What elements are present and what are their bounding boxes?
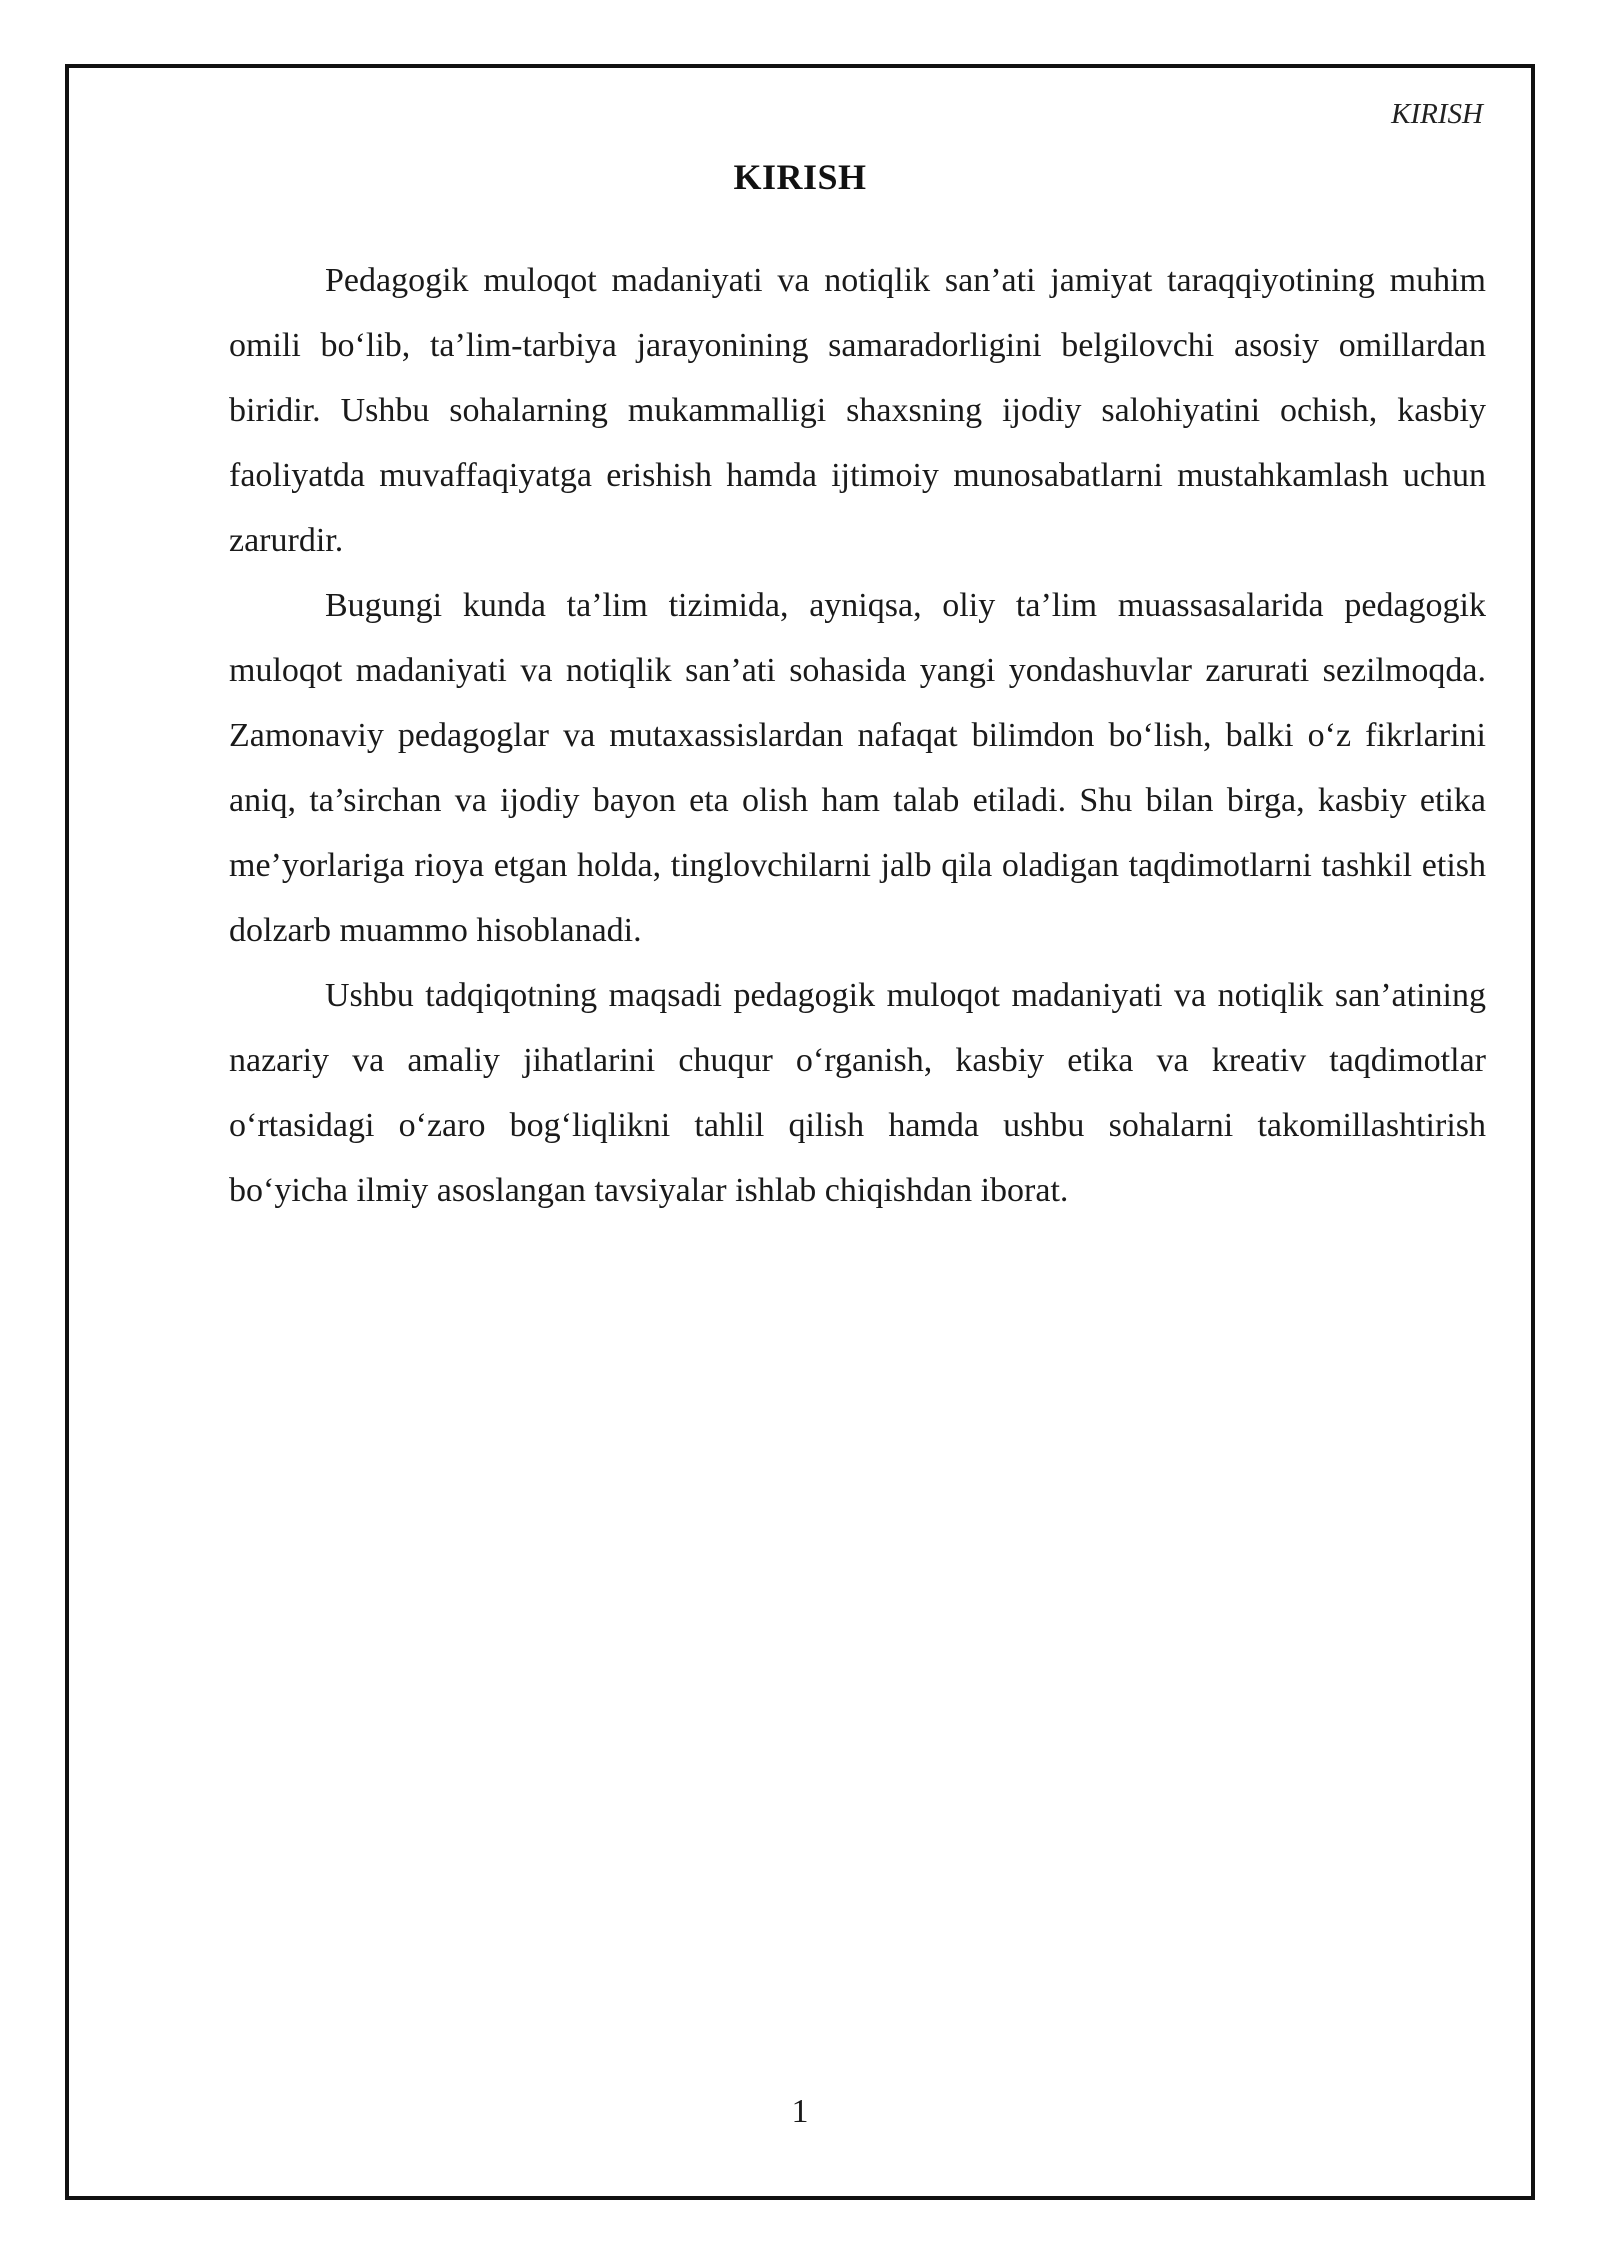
page-number: 1 [791,2093,809,2130]
page-frame [65,64,1535,2200]
paragraph: Bugungi kunda ta’lim tizimida, ayniqsa, oliy ta’lim muassasalarida pedagogik muloqot madaniyati va notiqlik san’ati sohasida yangi yondashuvlar zarurati sezilmoqda. Zamonaviy pedagoglar va mutaxassislardan nafaqat bilimdon bo‘lish, balki o‘z fikrlarini aniq, ta’sirchan va ijodiy bayon eta olish ham talab etiladi. Shu bilan birga, kasbiy etika me’yorlariga rioya etgan holda, tinglovchilarni jalb qila oladigan taqdimotlarni tashkil etish dolzarb muammo hisoblanadi. [229,587,1486,949]
page-title: KIRISH [733,157,867,197]
paragraph: Pedagogik muloqot madaniyati va notiqlik san’ati jamiyat taraqqiyotining muhim omili bo‘lib, ta’lim-tarbiya jarayonining samaradorligini belgilovchi asosiy omillardan biridir. Ushbu sohalarning mukammalligi shaxsning ijodiy salohiyatini ochish, kasbiy faoliyatda muvaffaqiyatga erishish hamda ijtimoiy munosabatlarni mustahkamlash uchun zarurdir. [229,262,1486,559]
body-text [229,248,1486,1223]
paragraph: Ushbu tadqiqotning maqsadi pedagogik muloqot madaniyati va notiqlik san’atining nazariy va amaliy jihatlarini chuqur o‘rganish, kasbiy etika va kreativ taqdimotlar o‘rtasidagi o‘zaro bog‘liqlikni tahlil qilish hamda ushbu sohalarni takomillashtirish bo‘yicha ilmiy asoslangan tavsiyalar ishlab chiqishdan iborat. [229,977,1486,1209]
running-header: KIRISH [1391,98,1483,130]
